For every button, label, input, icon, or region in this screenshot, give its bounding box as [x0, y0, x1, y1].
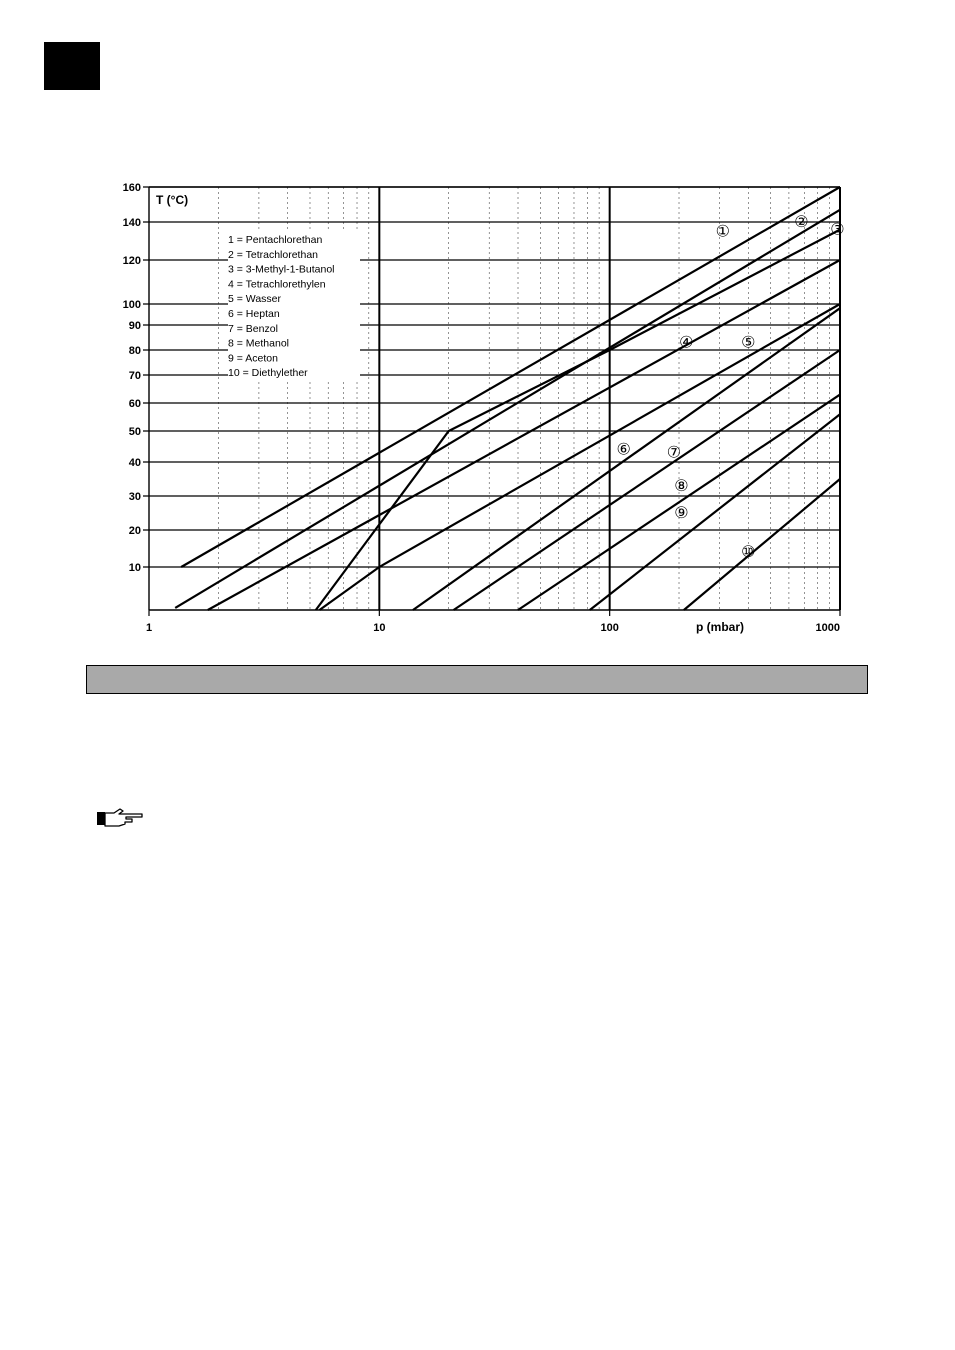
legend-entry: 4 = Tetrachlorethylen: [228, 278, 326, 291]
y-axis-label: T (°C): [156, 193, 189, 207]
series-label-2: ②: [794, 214, 809, 231]
series-label-4: ④: [679, 334, 694, 352]
y-tick-label: 70: [128, 370, 141, 382]
pointing-hand-icon: [96, 807, 146, 829]
y-tick-label: 60: [128, 398, 141, 410]
series-label-8: ⑧: [674, 477, 689, 495]
legend-entry: 5 = Wasser: [228, 293, 282, 306]
x-axis-label: p (mbar): [696, 620, 744, 634]
y-tick-label: 160: [122, 182, 141, 194]
series-line-6: [413, 308, 840, 610]
legend-entry: 10 = Diethylether: [228, 367, 308, 380]
y-tick-label: 100: [122, 299, 141, 311]
y-tick-label: 40: [128, 457, 141, 469]
series-label-6: ⑥: [616, 441, 631, 459]
y-tick-label: 90: [128, 320, 141, 332]
section-heading-bar: [86, 665, 868, 694]
y-tick-label: 10: [128, 562, 141, 574]
chart-svg: [110, 175, 860, 645]
x-tick-label: 100: [600, 622, 619, 634]
series-label-10: ⑩: [741, 544, 756, 562]
legend-entry: 8 = Methanol: [228, 337, 290, 350]
series-label-9: ⑨: [674, 505, 689, 522]
series-line-10: [684, 479, 840, 610]
series-label-1: ①: [715, 223, 731, 241]
y-tick-label: 50: [128, 426, 141, 438]
legend-entry: 6 = Heptan: [228, 308, 280, 320]
y-tick-label: 140: [122, 217, 141, 229]
y-tick-label: 20: [128, 525, 141, 537]
series-label-layer: [616, 214, 844, 561]
legend-entry: 1 = Pentachlorethan: [228, 234, 323, 246]
series-line-3: [316, 230, 840, 610]
y-tick-label: 80: [128, 345, 141, 357]
legend-entry: 3 = 3-Methyl-1-Butanol: [228, 263, 335, 276]
x-tick-label: 1: [145, 622, 153, 634]
series-label-3: ③: [830, 221, 845, 239]
series-label-5: ⑤: [741, 334, 756, 352]
legend-entry: 9 = Aceton: [228, 352, 278, 365]
vapor-pressure-chart: [110, 175, 860, 645]
y-tick-label: 30: [128, 491, 141, 503]
chapter-marker-block: [44, 42, 100, 90]
x-tick-label: 10: [373, 622, 386, 634]
legend-entry: 2 = Tetrachlorethan: [228, 248, 318, 261]
series-line-7: [454, 350, 840, 610]
y-tick-label: 120: [122, 255, 141, 267]
legend-entry: 7 = Benzol: [228, 322, 278, 335]
series-label-7: ⑦: [666, 444, 682, 462]
x-tick-label: 1000: [815, 622, 840, 634]
